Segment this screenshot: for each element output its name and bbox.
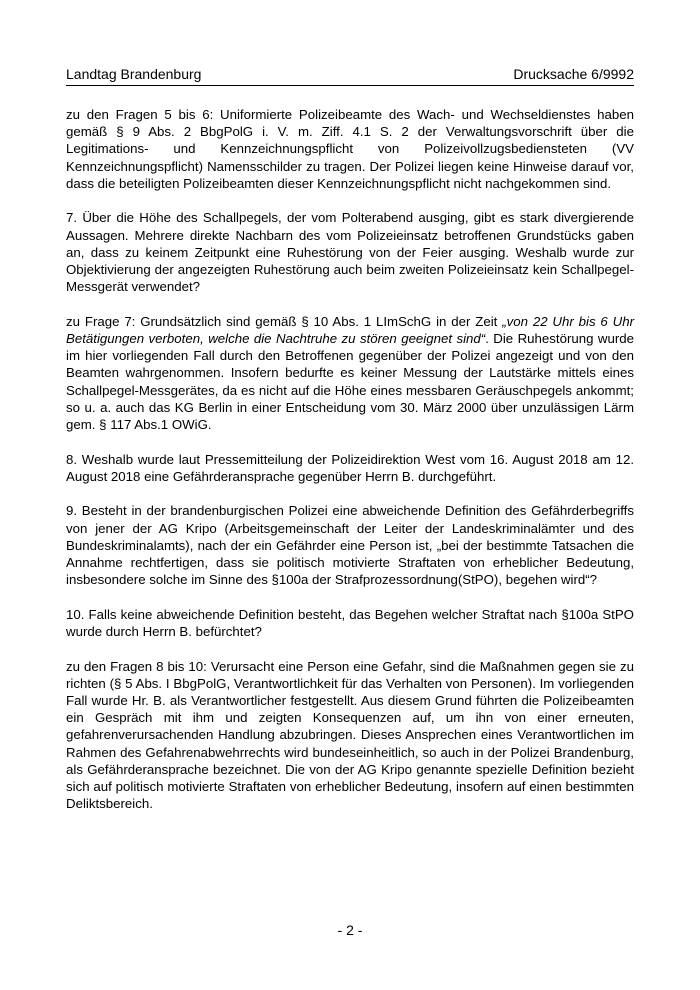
header-parliament-name: Landtag Brandenburg (66, 66, 202, 82)
answer-questions-8-10: zu den Fragen 8 bis 10: Verursacht eine Person eine Gefahr, sind die Maßnahmen gegen sie zu richten (§ 5 Abs. I BbgPolG, Verantwortlichkeit für das Verhalten von Personen). Im vorliegenden Fall wurde Hr. B. als Verantwortlicher festgestellt. Aus diesem Grund führten die Polizeibeamten ein Gespräch mit ihm und zeigten Konsequenzen auf, um ihn von einer erneuten, gefahrenverursachenden Handlung abzubringen. Dieses Ansprechen eines Verantwortlichen im Rahmen des Gefahrenabwehrrechts wird bundeseinheitlich, so auch in der Polizei Brandenburg, als Gefährderansprache bezeichnet. Die von der AG Kripo genannte spezielle Definition bezieht sich auf politisch motivierte Straftaten von erheblicher Bedeutung, insofern auf einen bestimmten Deliktsbereich. (66, 658, 634, 812)
answer-question-7 (66, 313, 634, 433)
answer-questions-5-6: zu den Fragen 5 bis 6: Uniformierte Polizeibeamte des Wach- und Wechseldienstes haben gemäß § 9 Abs. 2 BbgPolG i. V. m. Ziff. 4.1 S. 2 der Verwaltungsvorschrift über die Legitimations- und Kennzeichnungspflicht von Polizeivollzugsbediensteten (VV Kennzeichnungspflicht) Namensschilder zu tragen. Der Polizei liegen keine Hinweise darauf vor, dass die beteiligten Polizeibeamten dieser Kennzeichnungspflicht nicht nachgekommen sind. (66, 107, 634, 191)
header-document-number: Drucksache 6/9992 (513, 66, 634, 82)
header-divider (66, 85, 634, 86)
question-7: 7. Über die Höhe des Schallpegels, der vom Polterabend ausging, gibt es stark divergierende Aussagen. Mehrere direkte Nachbarn des vom Polizeieinsatz betroffenen Grundstücks gaben an, dass zu keinem Zeitpunkt eine Ruhestörung von der Feier ausging. Weshalb wurde zur Objektivierung der angezeigten Ruhestörung auch beim zweiten Polizeieinsatz kein Schallpegel-Messgerät verwendet? (66, 210, 634, 295)
page-header (66, 64, 634, 84)
answer-7-rest: . Die Ruhestörung wurde im hier vorliegenden Fall durch den Betroffenen gegenüber der Polizei angezeigt und von den Beamten wahrgenommen. Insofern bedurfte es keiner Messung der Lautstärke mittels eines Schallpegel-Messgerätes, da es nicht auf die Höhe eines messbaren Geräuschpegels ankommt; so u. a. auch das KG Berlin in einer Entscheidung vom 30. März 2000 über unzulässigen Lärm gem. § 117 Abs.1 OWiG. (66, 331, 634, 433)
answer-7-intro: zu Frage 7: Grundsätzlich sind gemäß § 10 Abs. 1 LImSchG in der Zeit (66, 313, 503, 329)
answer-7-legal-quote: „von 22 Uhr bis 6 Uhr Betätigungen verboten, welche die Nachtruhe zu stören geeignet sind“ (66, 313, 634, 347)
question-8: 8. Weshalb wurde laut Pressemitteilung der Polizeidirektion West vom 16. August 2018 am 12. August 2018 eine Gefährderansprache gegenüber Herrn B. durchgeführt. (66, 451, 634, 484)
page-number: - 2 - (337, 922, 363, 938)
question-9: 9. Besteht in der brandenburgischen Polizei eine abweichende Definition des Gefährderbegriffs von jener der AG Kripo (Arbeitsgemeinschaft der Leiter der Landeskriminalämter und des Bundeskriminalamts), nach der ein Gefährder eine Person ist, „bei der bestimmte Tatsachen die Annahme rechtfertigen, dass sie politisch motivierte Straftaten von erheblicher Bedeutung, insbesondere solche im Sinne des §100a der Strafprozessordnung(StPO), begehen wird“? (66, 503, 634, 588)
document-body (66, 106, 634, 830)
question-10: 10. Falls keine abweichende Definition besteht, das Begehen welcher Straftat nach §100a StPO wurde durch Herrn B. befürchtet? (66, 606, 634, 640)
